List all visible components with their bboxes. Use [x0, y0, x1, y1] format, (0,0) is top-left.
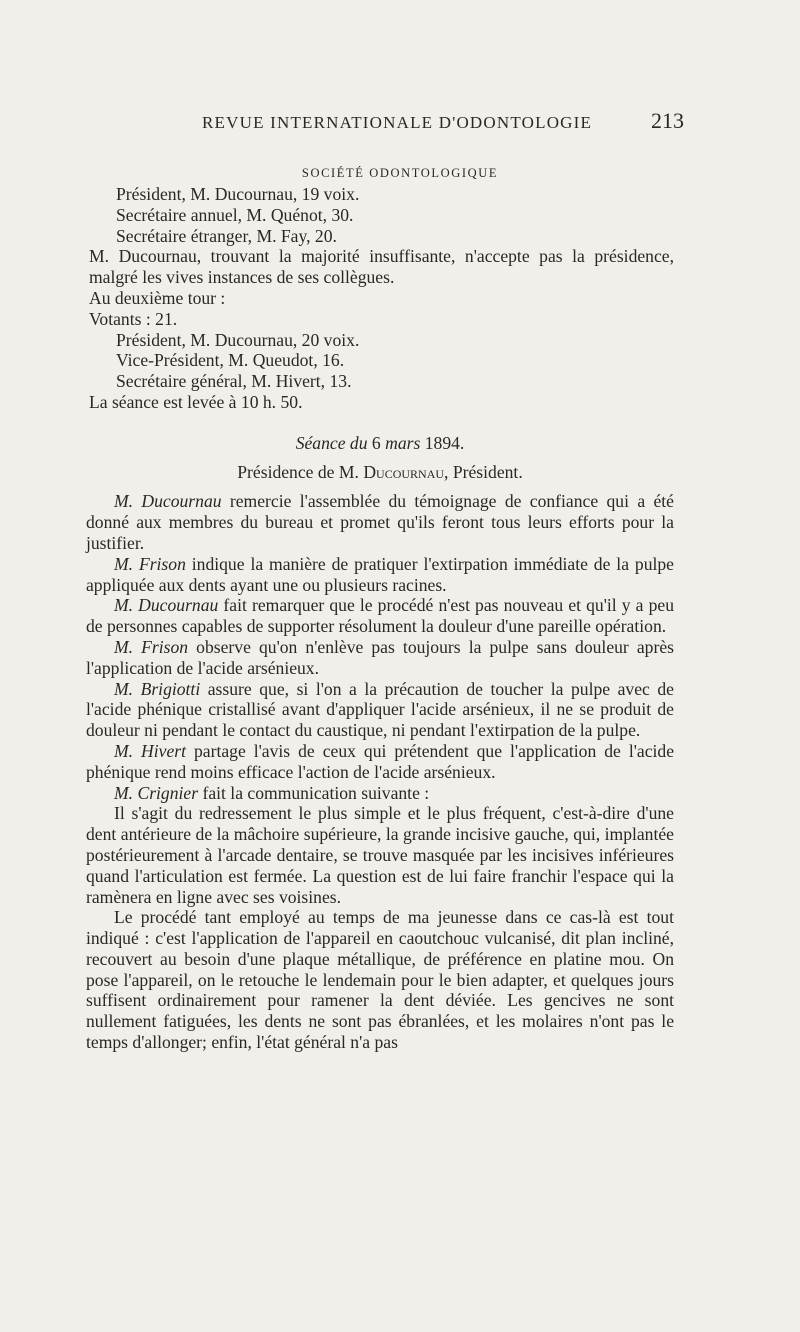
- vote-line: Secrétaire annuel, M. Quénot, 30.: [116, 204, 354, 225]
- second-round-line: Au deuxième tour :: [89, 287, 226, 308]
- paragraph-text: Le procédé tant employé au temps de ma jeunesse dans ce cas-là est tout indiqué : c'est l'application de l'appareil en caoutchouc vulcanisé, dit plan incliné, recouvert au besoin d'une plaque métallique, de préférence en platine mou. On pose l'appareil, on le retouche le lendemain pour le bien adapter, et quelques jours suffisent ordinairement pour ramener la dent déviée. Les gencives ne sont nullement fatiguées, les dents ne sont pas ébranlées, et les molaires n'ont pas le temps d'allonger; enfin, l'état général n'a pas: [86, 907, 674, 1053]
- session-day: 6: [371, 432, 381, 453]
- minutes-paragraph: [86, 595, 674, 637]
- paragraph-text: partage l'avis de ceux qui prétendent que l'application de l'acide phénique rend moins efficace l'action de l'acide arsénieux.: [86, 740, 674, 782]
- paragraph-text: indique la manière de pratiquer l'extirpation immédiate de la pulpe appliquée aux dents ayant une ou plusieurs racines.: [86, 553, 674, 595]
- page-body: [86, 184, 674, 1053]
- running-header: [202, 108, 684, 134]
- voters-line: Votants : 21.: [89, 308, 178, 329]
- vote-line: Vice-Président, M. Queudot, 16.: [116, 350, 345, 371]
- vote-line: Secrétaire général, M. Hivert, 13.: [116, 371, 352, 392]
- vote-line: Secrétaire étranger, M. Fay, 20.: [116, 225, 337, 246]
- session-heading: [86, 433, 674, 454]
- minutes-paragraph: [86, 637, 674, 679]
- speaker-name: M. Brigiotti: [114, 678, 201, 699]
- paragraph-text: Il s'agit du redressement le plus simple et le plus fréquent, c'est-à-dire d'une dent antérieure de la mâchoire supérieure, la grande incisive gauche, qui, implantée postérieurement à l'arcade dentaire, se trouve masquée par les incisives inférieures quand l'articulation est fermée. La question est de lui faire franchir l'espace qui la ramènera en ligne avec ses voisines.: [86, 803, 674, 907]
- session-month: mars: [385, 432, 421, 453]
- closing-line: La séance est levée à 10 h. 50.: [89, 391, 303, 412]
- page-number: 213: [651, 108, 684, 133]
- presidency-line: [86, 462, 674, 483]
- minutes-paragraph: [86, 491, 674, 553]
- minutes-paragraph: [86, 803, 674, 907]
- minutes-paragraph: [86, 554, 674, 596]
- speaker-name: M. Frison: [114, 636, 189, 657]
- minutes-paragraph: [86, 907, 674, 1053]
- paragraph-text: observe qu'on n'enlève pas toujours la pulpe sans douleur après l'application de l'acide arsénieux.: [86, 636, 674, 678]
- minutes-paragraph: [86, 679, 674, 741]
- vote-line: Président, M. Ducournau, 20 voix.: [116, 329, 360, 350]
- presidency-prefix: Présidence de M.: [237, 461, 359, 482]
- paragraph-text: assure que, si l'on a la précaution de toucher la pulpe avec de l'acide phénique cristallisé avant d'appliquer l'acide arsénieux, il ne se produit de douleur ni pendant le contact du caustique, ni pendant l'extirpation de la pulpe.: [86, 678, 674, 741]
- speaker-name: M. Frison: [114, 553, 186, 574]
- paragraph-text: fait remarquer que le procédé n'est pas nouveau et qu'il y a peu de personnes capables de supporter résolument la douleur d'une pareille opération.: [86, 595, 674, 637]
- paragraph-text: fait la communication suivante :: [198, 782, 430, 803]
- speaker-name: M. Hivert: [114, 740, 186, 761]
- section-title: SOCIÉTÉ ODONTOLOGIQUE: [301, 166, 499, 180]
- vote-line: Président, M. Ducournau, 19 voix.: [116, 184, 360, 204]
- minutes-paragraph: [86, 783, 674, 804]
- refusal-paragraph: M. Ducournau, trouvant la majorité insuffisante, n'accepte pas la présidence, malgré les vives instances de ses collègues.: [89, 246, 674, 288]
- presidency-suffix: , Président.: [444, 461, 523, 482]
- minutes-paragraph: [86, 741, 674, 783]
- session-year: 1894.: [424, 432, 465, 453]
- presidency-name: Ducournau: [363, 461, 445, 482]
- speaker-name: M. Ducournau: [114, 491, 222, 512]
- paragraph-text: remercie l'assemblée du témoignage de confiance qui a été donné aux membres du bureau et promet qu'ils feront tous leurs efforts pour la justifier.: [86, 491, 674, 553]
- speaker-name: M. Crignier: [114, 782, 199, 803]
- session-label: Séance du: [295, 432, 368, 453]
- journal-title: REVUE INTERNATIONALE D'ODONTOLOGIE: [202, 113, 593, 132]
- speaker-name: M. Ducournau: [114, 595, 219, 616]
